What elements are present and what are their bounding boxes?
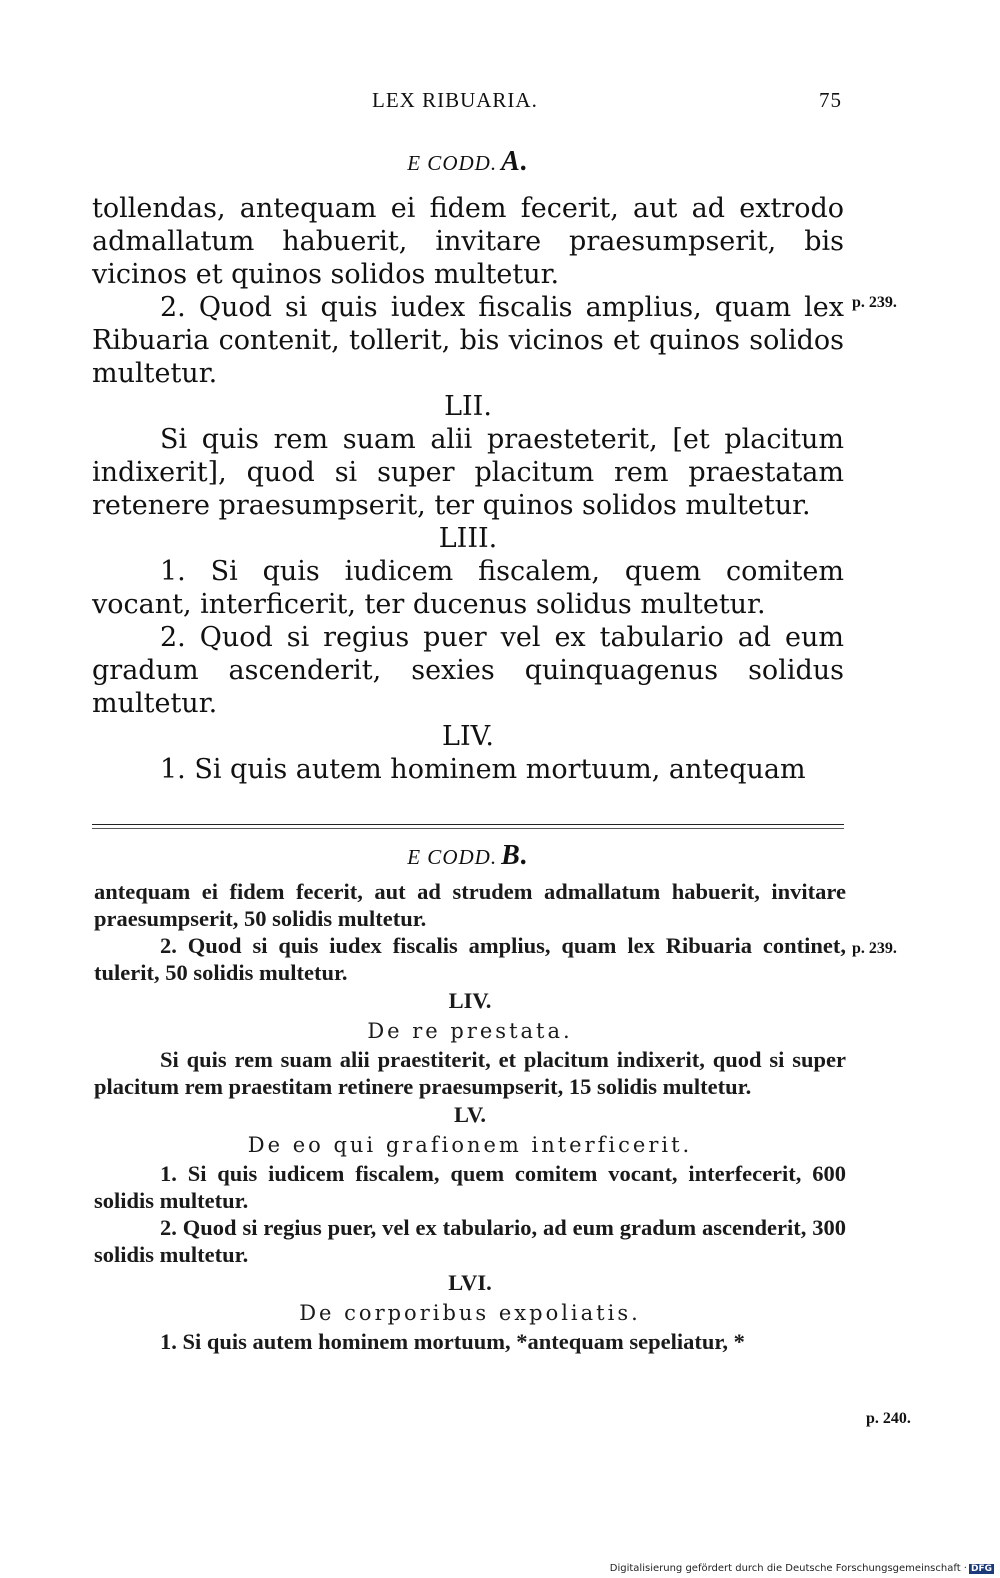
codex-b-paragraph: Si quis rem suam alii praestiterit, et placitum indixerit, quod si super placitum rem praestitam retinere praesumpserit, 15 solidis multetur.: [94, 1047, 846, 1099]
section-divider: [92, 828, 844, 829]
footer-credit: [610, 1563, 994, 1574]
codex-a-text: [92, 192, 844, 786]
codex-b-text: [94, 878, 846, 1355]
codex-a-paragraph: Si quis rem suam alii praesteterit, [et placitum indixerit], quod si super placitum rem praestatam retenere praesumpserit, ter quinos solidos multetur.: [92, 424, 844, 521]
dfg-logo-icon: DFG: [970, 1564, 992, 1574]
codex-b-paragraph: antequam ei fidem fecerit, aut ad strudem admallatum habuerit, invitare praesumpserit, 50 solidis multetur.: [94, 879, 846, 931]
codex-b-heading: [92, 840, 844, 872]
codex-a-heading-prefix: E CODD.: [407, 151, 498, 175]
chapter-number: LII.: [444, 391, 492, 422]
codex-a-paragraph: 2. Quod si regius puer vel ex tabulario ad eum gradum ascenderit, sexies quinquagenus solidus multetur.: [92, 622, 844, 719]
chapter-number: LIV.: [448, 988, 492, 1013]
section-divider: [92, 824, 844, 825]
chapter-number: LV.: [454, 1102, 486, 1127]
codex-b-paragraph: 1. Si quis autem hominem mortuum, *antequam sepeliatur, *: [160, 1329, 745, 1354]
chapter-title: De re prestata.: [367, 1019, 573, 1043]
footer-credit-text: Digitalisierung gefördert durch die Deutsche Forschungsgemeinschaft ·: [609, 1563, 967, 1574]
codex-a-paragraph: 1. Si quis autem hominem mortuum, antequam: [160, 754, 806, 785]
codex-a-paragraph: 2. Quod si quis iudex fiscalis amplius, quam lex Ribuaria contenit, tollerit, bis vicinos et quinos solidos multetur.: [92, 292, 844, 389]
running-title: LEX RIBUARIA.: [372, 88, 538, 112]
chapter-number: LIV.: [442, 721, 494, 752]
codex-a-heading-letter: A.: [501, 146, 529, 177]
codex-a-paragraph: tollendas, antequam ei fidem fecerit, aut ad extrodo admallatum habuerit, invitare praesumpserit, bis vicinos et quinos solidos multetur.: [92, 193, 844, 290]
codex-b-paragraph: 2. Quod si quis iudex fiscalis amplius, quam lex Ribuaria continet, tulerit, 50 solidis multetur.: [94, 933, 846, 985]
margin-page-reference: p. 240.: [866, 1410, 911, 1427]
margin-page-reference: p. 239.: [852, 940, 897, 957]
chapter-title: De corporibus expoliatis.: [299, 1301, 641, 1325]
codex-b-paragraph: 1. Si quis iudicem fiscalem, quem comitem vocant, interfecerit, 600 solidis multetur.: [94, 1161, 846, 1213]
page-number: 75: [819, 88, 842, 112]
page-header: [372, 88, 842, 118]
codex-a-heading: [92, 146, 844, 178]
chapter-number: LVI.: [448, 1270, 492, 1295]
codex-a-paragraph: 1. Si quis iudicem fiscalem, quem comitem vocant, interficerit, ter ducenus solidus multetur.: [92, 556, 844, 620]
codex-b-heading-letter: B.: [501, 840, 529, 871]
margin-page-reference: p. 239.: [852, 294, 897, 311]
codex-b-paragraph: 2. Quod si regius puer, vel ex tabulario, ad eum gradum ascenderit, 300 solidis multetur.: [94, 1215, 846, 1267]
chapter-number: LIII.: [438, 523, 498, 554]
codex-b-heading-prefix: E CODD.: [407, 845, 498, 869]
chapter-title: De eo qui grafionem interficerit.: [247, 1133, 693, 1157]
